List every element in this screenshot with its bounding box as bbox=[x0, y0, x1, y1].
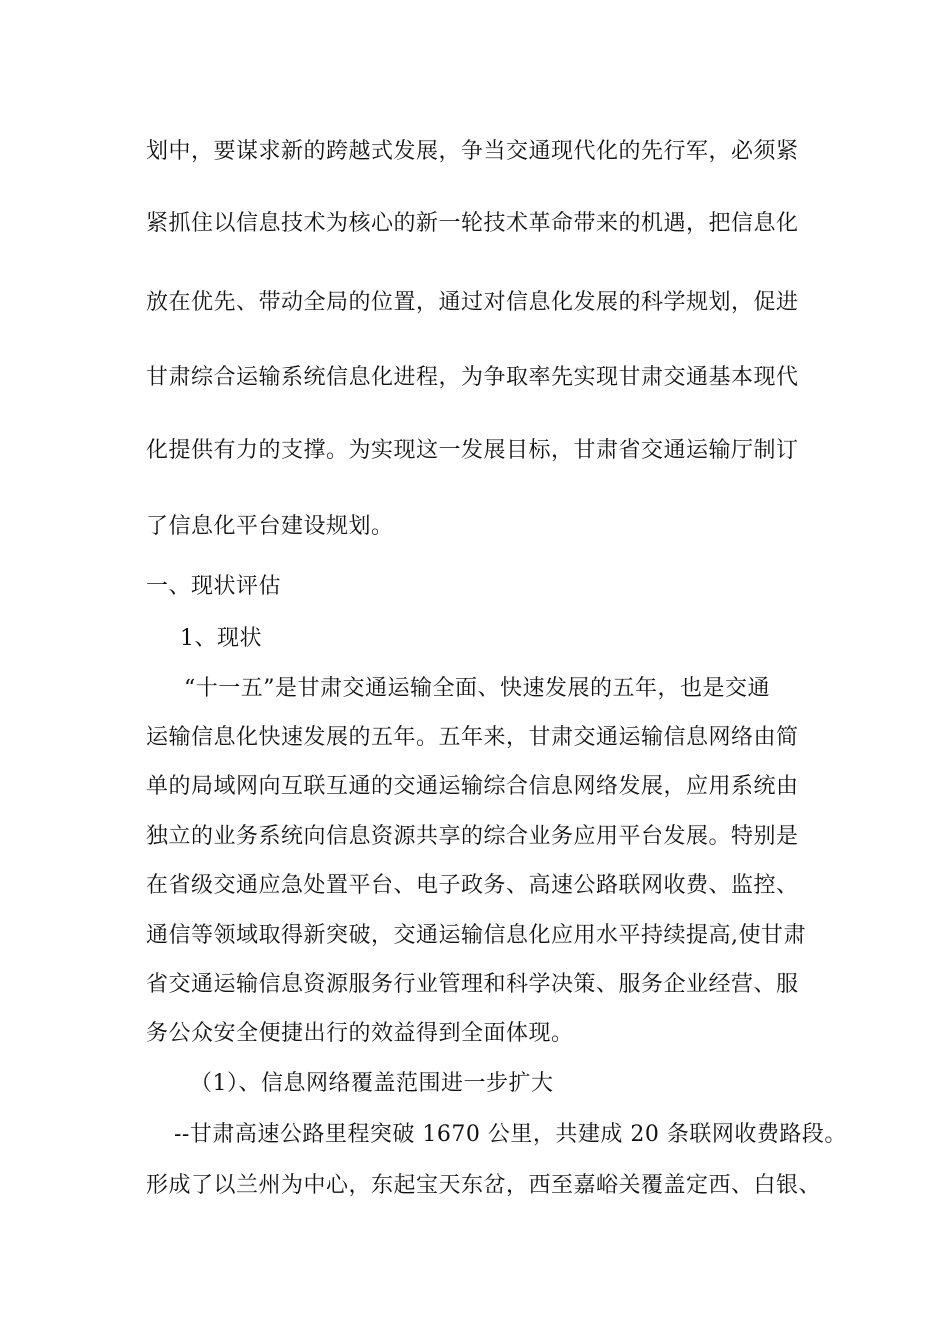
section-heading: 一、现状评估 bbox=[146, 574, 282, 599]
intro-line: 紧抓住以信息技术为核心的新一轮技术革命带来的机遇，把信息化 bbox=[146, 211, 799, 236]
body-line: 在省级交通应急处置平台、电子政务、高速公路联网收费、监控、 bbox=[146, 873, 799, 898]
body-line: 省交通运输信息资源服务行业管理和科学决策、服务企业经营、服 bbox=[146, 972, 799, 997]
intro-line: 甘肃综合运输系统信息化进程，为争取率先实现甘肃交通基本现代 bbox=[146, 365, 799, 390]
intro-line: 化提供有力的支撑。为实现这一发展目标，甘肃省交通运输厅制订 bbox=[146, 438, 799, 463]
intro-line: 划中，要谋求新的跨越式发展，争当交通现代化的先行军，必须紧 bbox=[146, 139, 799, 164]
tail-line: --甘肃高速公路里程突破 1670 公里，共建成 20 条联网收费路段。 bbox=[174, 1122, 847, 1147]
intro-line: 了信息化平台建设规划。 bbox=[146, 514, 394, 539]
body-line: “十一五”是甘肃交通运输全面、快速发展的五年，也是交通 bbox=[184, 676, 770, 701]
body-line: 独立的业务系统向信息资源共享的综合业务应用平台发展。特别是 bbox=[146, 824, 799, 849]
tail-line: 形成了以兰州为中心，东起宝天东岔，西至嘉峪关覆盖定西、白银、 bbox=[146, 1173, 822, 1198]
body-line: 通信等领域取得新突破，交通运输信息化应用水平持续提高,使甘肃 bbox=[146, 923, 806, 948]
body-line: 运输信息化快速发展的五年。五年来，甘肃交通运输信息网络由简 bbox=[146, 725, 799, 750]
subsection-heading: 1、现状 bbox=[180, 626, 262, 651]
item-heading: （1）、信息网络覆盖范围进一步扩大 bbox=[190, 1071, 554, 1096]
body-line: 单的局域网向互联互通的交通运输综合信息网络发展，应用系统由 bbox=[146, 774, 799, 799]
intro-line: 放在优先、带动全局的位置，通过对信息化发展的科学规划，促进 bbox=[146, 290, 799, 315]
body-line: 务公众安全便捷出行的效益得到全面体现。 bbox=[146, 1021, 574, 1046]
